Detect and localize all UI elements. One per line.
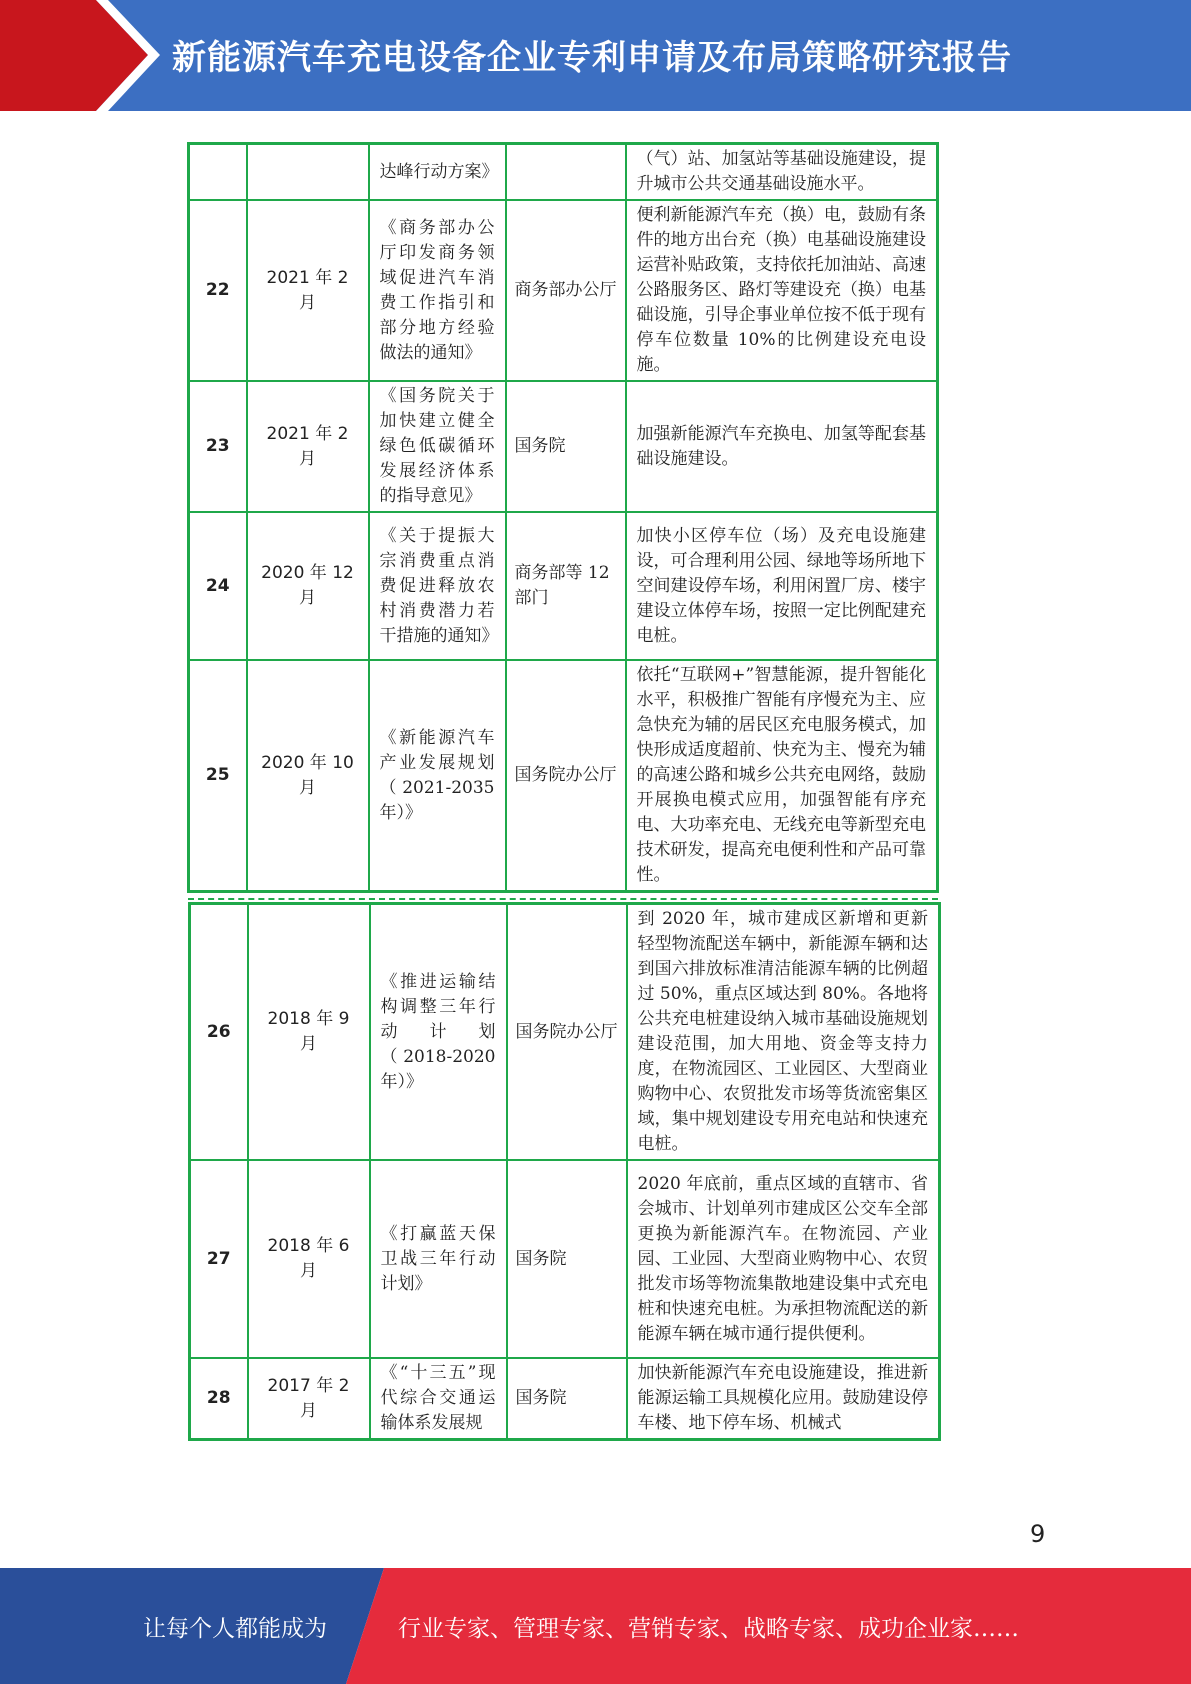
row-content: 加强新能源汽车充换电、加氢等配套基础设施建设。 xyxy=(626,381,938,512)
row-number: 28 xyxy=(190,1358,248,1440)
row-number: 25 xyxy=(189,660,247,892)
footer-slogan-left: 让每个人都能成为 xyxy=(143,1616,327,1642)
policy-table-2 xyxy=(188,902,941,1441)
row-content: 加快小区停车位（场）及充电设施建设，可合理利用公园、绿地等场所地下空间建设停车场，利用闲置厂房、楼宇建设立体停车场，按照一定比例配建充电桩。 xyxy=(626,512,938,660)
row-department: 国务院 xyxy=(506,381,626,512)
row-document: 《国务院关于加快建立健全绿色低碳循环发展经济体系的指导意见》 xyxy=(369,381,506,512)
row-department: 国务院办公厅 xyxy=(507,904,627,1161)
footer-slogan-right: 行业专家、管理专家、营销专家、战略专家、成功企业家…… xyxy=(398,1616,1019,1642)
row-document: 《推进运输结构调整三年行动计划（2018-2020 年）》 xyxy=(370,904,507,1161)
row-date: 2020 年 10 月 xyxy=(247,660,369,892)
row-date: 2018 年 6 月 xyxy=(248,1160,370,1358)
table-row xyxy=(189,144,938,201)
row-document: 《新能源汽车产业发展规划（2021-2035 年）》 xyxy=(369,660,506,892)
row-department: 国务院 xyxy=(507,1160,627,1358)
row-document: 《商务部办公厅印发商务领域促进汽车消费工作指引和部分地方经验做法的通知》 xyxy=(369,200,506,381)
row-department: 国务院办公厅 xyxy=(506,660,626,892)
row-content: （气）站、加氢站等基础设施建设，提升城市公共交通基础设施水平。 xyxy=(626,144,938,201)
table-row xyxy=(189,512,938,660)
row-number: 24 xyxy=(189,512,247,660)
row-content: 2020 年底前，重点区域的直辖市、省会城市、计划单列市建成区公交车全部更换为新能源汽车。在物流园、产业园、工业园、大型商业购物中心、农贸批发市场等物流集散地建设集中式充电桩和快速充电桩。为承担物流配送的新能源车辆在城市通行提供便利。 xyxy=(627,1160,940,1358)
row-number: 22 xyxy=(189,200,247,381)
row-document: 《“十三五”现代综合交通运输体系发展规 xyxy=(370,1358,507,1440)
row-number: 27 xyxy=(190,1160,248,1358)
table-row xyxy=(189,660,938,892)
row-number xyxy=(189,144,247,201)
row-document: 达峰行动方案》 xyxy=(369,144,506,201)
table-row xyxy=(190,1358,940,1440)
table-row xyxy=(190,1160,940,1358)
row-content: 依托“互联网+”智慧能源，提升智能化水平，积极推广智能有序慢充为主、应急快充为辅的居民区充电服务模式，加快形成适度超前、快充为主、慢充为辅的高速公路和城乡公共充电网络，鼓励开展换电模式应用，加强智能有序充电、大功率充电、无线充电等新型充电技术研发，提高充电便利性和产品可靠性。 xyxy=(626,660,938,892)
row-content: 到 2020 年，城市建成区新增和更新轻型物流配送车辆中，新能源车辆和达到国六排放标准清洁能源车辆的比例超过 50%，重点区域达到 80%。各地将公共充电桩建设纳入城市基础设施规划建设范围，加大用地、资金等支持力度，在物流园区、工业园区、大型商业购物中心、农贸批发市场等货流密集区域，集中规划建设专用充电站和快速充电桩。 xyxy=(627,904,940,1161)
table-row xyxy=(190,904,940,1161)
row-date xyxy=(247,144,369,201)
row-department xyxy=(506,144,626,201)
row-document: 《关于提振大宗消费重点消费促进释放农村消费潜力若干措施的通知》 xyxy=(369,512,506,660)
page-number: 9 xyxy=(1030,1520,1046,1548)
row-date: 2021 年 2 月 xyxy=(247,381,369,512)
row-document: 《打赢蓝天保卫战三年行动计划》 xyxy=(370,1160,507,1358)
row-date: 2018 年 9 月 xyxy=(248,904,370,1161)
row-number: 23 xyxy=(189,381,247,512)
table-row xyxy=(189,381,938,512)
header-banner xyxy=(0,0,1191,111)
report-title: 新能源汽车充电设备企业专利申请及布局策略研究报告 xyxy=(172,38,1012,78)
row-content: 加快新能源汽车充电设施建设，推进新能源运输工具规模化应用。鼓励建设停车楼、地下停车场、机械式 xyxy=(627,1358,940,1440)
row-date: 2021 年 2 月 xyxy=(247,200,369,381)
row-number: 26 xyxy=(190,904,248,1161)
row-date: 2017 年 2 月 xyxy=(248,1358,370,1440)
row-department: 商务部等 12 部门 xyxy=(506,512,626,660)
footer-banner xyxy=(0,1568,1191,1684)
row-department: 国务院 xyxy=(507,1358,627,1440)
policy-table-1 xyxy=(187,142,939,893)
row-content: 便利新能源汽车充（换）电，鼓励有条件的地方出台充（换）电基础设施建设运营补贴政策，支持依托加油站、高速公路服务区、路灯等建设充（换）电基础设施，引导企事业单位按不低于现有停车位数量 10%的比例建设充电设施。 xyxy=(626,200,938,381)
table-row xyxy=(189,200,938,381)
row-department: 商务部办公厅 xyxy=(506,200,626,381)
row-date: 2020 年 12 月 xyxy=(247,512,369,660)
